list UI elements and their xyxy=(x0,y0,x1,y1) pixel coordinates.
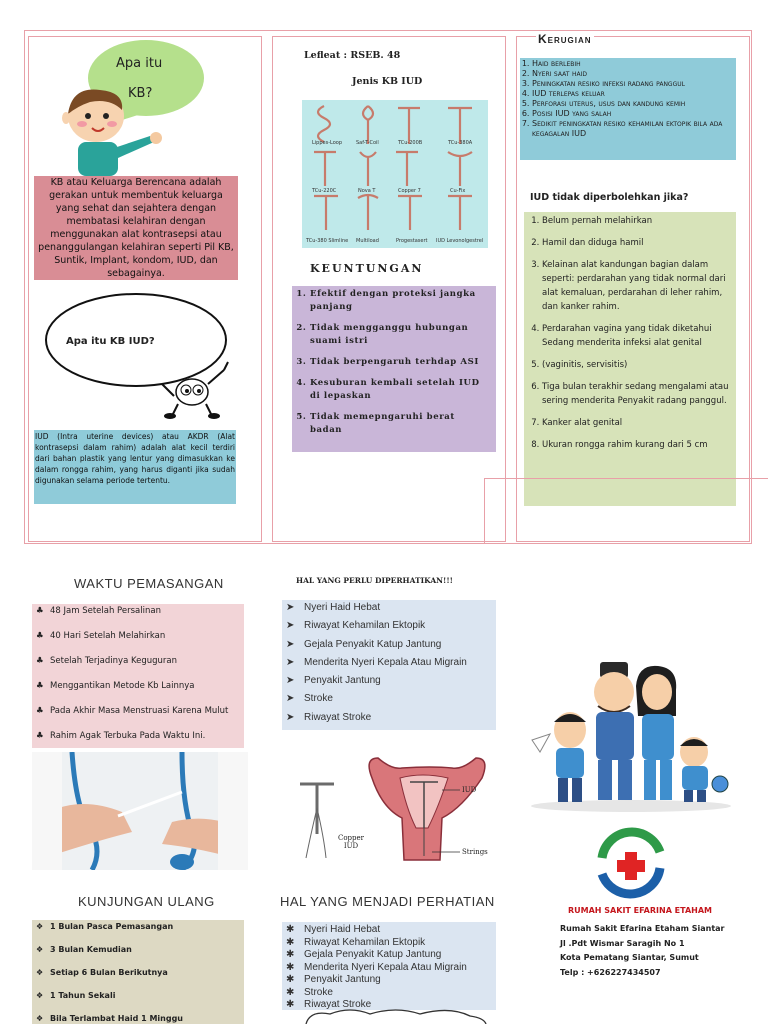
iud-label: TCu-220C xyxy=(312,188,337,194)
diamond-bullet-icon: ❖ xyxy=(36,968,44,977)
iud-label: Progestasert xyxy=(396,238,428,244)
hal-item xyxy=(286,657,496,675)
perhatian-item-label: Menderita Nyeri Kepala Atau Migrain xyxy=(304,961,467,973)
hal-item-label: Nyeri Haid Hebat xyxy=(304,602,381,613)
arrow-bullet-icon: ➤ xyxy=(286,620,295,632)
iud-label: Saf-T-Coil xyxy=(356,140,379,146)
hal-box xyxy=(282,600,496,730)
perhatian-item-label: Riwayat Kehamilan Ektopik xyxy=(304,936,426,948)
star-bullet-icon: ✱ xyxy=(286,999,295,1010)
contact-line: Kota Pematang Siantar, Sumut xyxy=(560,953,699,962)
hospital-name: RUMAH SAKIT EFARINA ETAHAM xyxy=(568,906,713,915)
leaflet-code: Lefleat : RSEB. 48 xyxy=(304,50,401,61)
tidak-item: 7. Kanker alat genital xyxy=(542,416,732,430)
bubble-text-1: Apa itu xyxy=(116,56,163,71)
hal-item xyxy=(286,675,496,693)
waktu-item xyxy=(36,731,244,751)
star-bullet-icon: ✱ xyxy=(286,936,295,948)
kerugian-item: 4. IUD terlepas keluar xyxy=(532,89,732,99)
waktu-item-label: 48 Jam Setelah Persalinan xyxy=(50,606,161,616)
star-bullet-icon: ✱ xyxy=(286,961,295,973)
hal-item-label: Stroke xyxy=(304,693,333,705)
arrow-bullet-icon: ➤ xyxy=(286,711,295,723)
keuntungan-item: 1. Efektif dengan proteksi jangka panjang xyxy=(310,288,490,314)
keuntungan-item: 5. Tidak memepngaruhi berat badan xyxy=(310,411,490,437)
kunjungan-item xyxy=(36,922,244,945)
arrow-bullet-icon: ➤ xyxy=(286,638,295,650)
club-bullet-icon: ♣ xyxy=(36,731,44,741)
perhatian-item-label: Penyakit Jantung xyxy=(304,974,381,985)
iud-label-row xyxy=(302,100,488,248)
copper-iud-label: Copper IUD xyxy=(337,834,365,850)
hal-item xyxy=(286,693,496,711)
kunjungan-box xyxy=(32,920,244,1024)
iud-label: Nova T xyxy=(358,188,376,194)
diamond-bullet-icon: ❖ xyxy=(36,922,44,931)
hospital-logo xyxy=(590,822,672,904)
hal-item-label: Riwayat Kehamilan Ektopik xyxy=(304,620,426,632)
perhatian-box xyxy=(282,922,496,1010)
kunjungan-item-label: Bila Terlambat Haid 1 Minggu xyxy=(50,1014,183,1023)
iud-label: Cu-Fix xyxy=(450,188,466,194)
hal-item xyxy=(286,712,496,728)
bubble-text-2: KB? xyxy=(128,86,153,101)
perhatian-title: HAL YANG MENJADI PERHATIAN xyxy=(280,894,495,909)
arrow-bullet-icon: ➤ xyxy=(286,675,295,687)
iud-thought-bubble xyxy=(42,292,234,420)
perhatian-item xyxy=(286,987,496,1000)
waktu-item-label: Rahim Agak Terbuka Pada Waktu Ini. xyxy=(50,731,206,741)
tidak-list xyxy=(524,212,736,452)
diamond-bullet-icon: ❖ xyxy=(36,1014,44,1023)
iud-label: TCu-380 Slimline xyxy=(306,238,349,244)
star-bullet-icon: ✱ xyxy=(286,949,295,960)
keuntungan-box xyxy=(292,286,496,452)
iud-bubble-text: Apa itu KB IUD? xyxy=(66,336,155,347)
waktu-item xyxy=(36,631,244,656)
hospital-contact xyxy=(560,922,724,980)
iud-label: IUD Levonolgestrel xyxy=(436,238,484,244)
doctor-stethoscope-photo xyxy=(32,752,248,870)
iud-label: TCu-380A xyxy=(448,140,473,146)
perhatian-item-label: Riwayat Stroke xyxy=(304,999,372,1010)
kerugian-title: Kerugian xyxy=(538,32,592,46)
hal-item-label: Menderita Nyeri Kepala Atau Migrain xyxy=(304,656,467,668)
perhatian-item-label: Stroke xyxy=(304,986,333,998)
kunjungan-item-label: 3 Bulan Kemudian xyxy=(50,945,132,954)
hal-item-label: Riwayat Stroke xyxy=(304,711,372,723)
kunjungan-list xyxy=(32,920,244,1026)
tidak-item: 5. (vaginitis, servisitis) xyxy=(542,358,732,372)
tidak-item: 1. Belum pernah melahirkan xyxy=(542,214,732,228)
cartoon-boy-illustration xyxy=(50,84,180,176)
kunjungan-item xyxy=(36,945,244,968)
tidak-item: 6. Tiga bulan terakhir sedang mengalami atau sering menderita Penyakit radang panggul. xyxy=(542,380,732,408)
waktu-item-label: Pada Akhir Masa Menstruasi Karena Mulut xyxy=(50,706,229,716)
contact-line: Rumah Sakit Efarina Etaham Siantar xyxy=(560,924,725,933)
iud-diagram-label: IUD xyxy=(462,786,477,794)
kunjungan-title: KUNJUNGAN ULANG xyxy=(78,894,215,909)
kb-definition-box xyxy=(34,176,238,280)
star-bullet-icon: ✱ xyxy=(286,974,295,985)
decorative-frame-corner xyxy=(484,478,768,543)
iud-label: Copper 7 xyxy=(398,188,421,194)
tidak-box xyxy=(524,212,736,506)
diamond-bullet-icon: ❖ xyxy=(36,991,44,1000)
kerugian-box xyxy=(520,58,736,160)
iud-definition-text: IUD (Intra uterine devices) atau AKDR (Alat kontrasepsi dalam rahim) adalah alat kecil terdiri dari bahan plastik yang lentur yang dimasukkan ke dalam rongga rahim, yang harus diganti jika sudah digunakan selama periode tertentu. xyxy=(35,432,235,485)
waktu-box xyxy=(32,604,244,748)
iud-label: Multiload xyxy=(356,238,379,244)
kerugian-item: 1. Haid berlebih xyxy=(532,59,732,69)
hal-list xyxy=(282,600,496,728)
waktu-item xyxy=(36,656,244,681)
diamond-bullet-icon: ❖ xyxy=(36,945,44,954)
kunjungan-item xyxy=(36,991,244,1014)
iud-definition-box xyxy=(34,430,236,504)
kunjungan-item-label: Setiap 6 Bulan Berikutnya xyxy=(50,968,168,977)
waktu-item xyxy=(36,706,244,731)
kb-definition-text: KB atau Keluarga Berencana adalah gerakan untuk membentuk keluarga yang sehat dan sejahtera dengan membatasi kelahiran dengan menggunakan alat kontrasepsi atau penanggulangan kelahiran seperti Pil KB, Suntik, Implant, kondom, IUD, dan sebagainya. xyxy=(38,177,234,279)
club-bullet-icon: ♣ xyxy=(36,681,44,691)
iud-types-title: Jenis KB IUD xyxy=(352,76,423,87)
kerugian-item: 5. Perforasi uterus, usus dan kandung kemih xyxy=(532,99,732,109)
hal-item xyxy=(286,602,496,620)
kerugian-item: 7. Sedikit peningkatan resiko kehamilan ektopik bila ada kegagalan IUD xyxy=(532,119,732,139)
waktu-item xyxy=(36,681,244,706)
perhatian-item xyxy=(286,937,496,950)
keuntungan-item: 4. Kesuburan kembali setelah IUD di lepaskan xyxy=(310,377,490,403)
tidak-item: 8. Ukuran rongga rahim kurang dari 5 cm xyxy=(542,438,732,452)
iud-label: TCu-200B xyxy=(398,140,423,146)
waktu-item-label: Menggantikan Metode Kb Lainnya xyxy=(50,681,195,691)
strings-diagram-label: Strings xyxy=(462,848,488,856)
club-bullet-icon: ♣ xyxy=(36,606,44,616)
keuntungan-title: KEUNTUNGAN xyxy=(310,262,424,275)
kerugian-item: 6. Posisi IUD yang salah xyxy=(532,109,732,119)
waktu-list xyxy=(32,604,244,751)
hal-item-label: Gejala Penyakit Katup Jantung xyxy=(304,638,442,650)
club-bullet-icon: ♣ xyxy=(36,706,44,716)
kerugian-list xyxy=(520,58,736,139)
club-bullet-icon: ♣ xyxy=(36,656,44,666)
keuntungan-list xyxy=(292,286,496,437)
family-cartoon-illustration xyxy=(526,656,736,814)
tidak-item: 4. Perdarahan vagina yang tidak diketahui Sedang menderita infeksi alat genital xyxy=(542,322,732,350)
hal-item xyxy=(286,620,496,638)
waktu-item-label: Setelah Terjadinya Keguguran xyxy=(50,656,178,666)
star-bullet-icon: ✱ xyxy=(286,924,295,935)
arrow-bullet-icon: ➤ xyxy=(286,693,295,705)
hal-title: HAL YANG PERLU DIPERHATIKAN!!! xyxy=(296,576,453,585)
keuntungan-item: 2. Tidak mengganggu hubungan suami istri xyxy=(310,322,490,348)
cloud-decoration xyxy=(300,1008,490,1024)
arrow-bullet-icon: ➤ xyxy=(286,602,295,613)
waktu-title: WAKTU PEMASANGAN xyxy=(74,576,224,591)
hal-item xyxy=(286,639,496,657)
kerugian-item: 3. Peningkatan resiko infeksi radang panggul xyxy=(532,79,732,89)
star-bullet-icon: ✱ xyxy=(286,986,295,998)
club-bullet-icon: ♣ xyxy=(36,631,44,641)
kunjungan-item xyxy=(36,1014,244,1026)
kunjungan-item-label: 1 Tahun Sekali xyxy=(50,991,116,1000)
kunjungan-item xyxy=(36,968,244,991)
perhatian-item xyxy=(286,974,496,987)
waktu-item xyxy=(36,606,244,631)
kerugian-item: 2. Nyeri saat haid xyxy=(532,69,732,79)
arrow-bullet-icon: ➤ xyxy=(286,656,295,668)
perhatian-item-label: Gejala Penyakit Katup Jantung xyxy=(304,949,442,960)
tidak-item: 3. Kelainan alat kandungan bagian dalam seperti: perdarahan yang tidak normal dari alat kemaluan, perdarahan di leher rahim, dan kanker rahim. xyxy=(542,258,732,314)
keuntungan-item: 3. Tidak berpengaruh terhdap ASI xyxy=(310,356,490,369)
tidak-item: 2. Hamil dan diduga hamil xyxy=(542,236,732,250)
waktu-item-label: 40 Hari Setelah Melahirkan xyxy=(50,631,166,641)
iud-label: Lippes-Loop xyxy=(312,140,342,146)
contact-line: Jl .Pdt Wismar Saragih No 1 xyxy=(560,938,685,948)
perhatian-item xyxy=(286,962,496,975)
perhatian-item xyxy=(286,924,496,937)
perhatian-item xyxy=(286,949,496,962)
kunjungan-item-label: 1 Bulan Pasca Pemasangan xyxy=(50,922,174,931)
hal-item-label: Penyakit Jantung xyxy=(304,675,381,687)
contact-phone: Telp : +626227434507 xyxy=(560,967,661,977)
tidak-title: IUD tidak diperbolehkan jika? xyxy=(530,192,689,203)
perhatian-item-label: Nyeri Haid Hebat xyxy=(304,924,381,935)
perhatian-list xyxy=(282,922,496,1012)
